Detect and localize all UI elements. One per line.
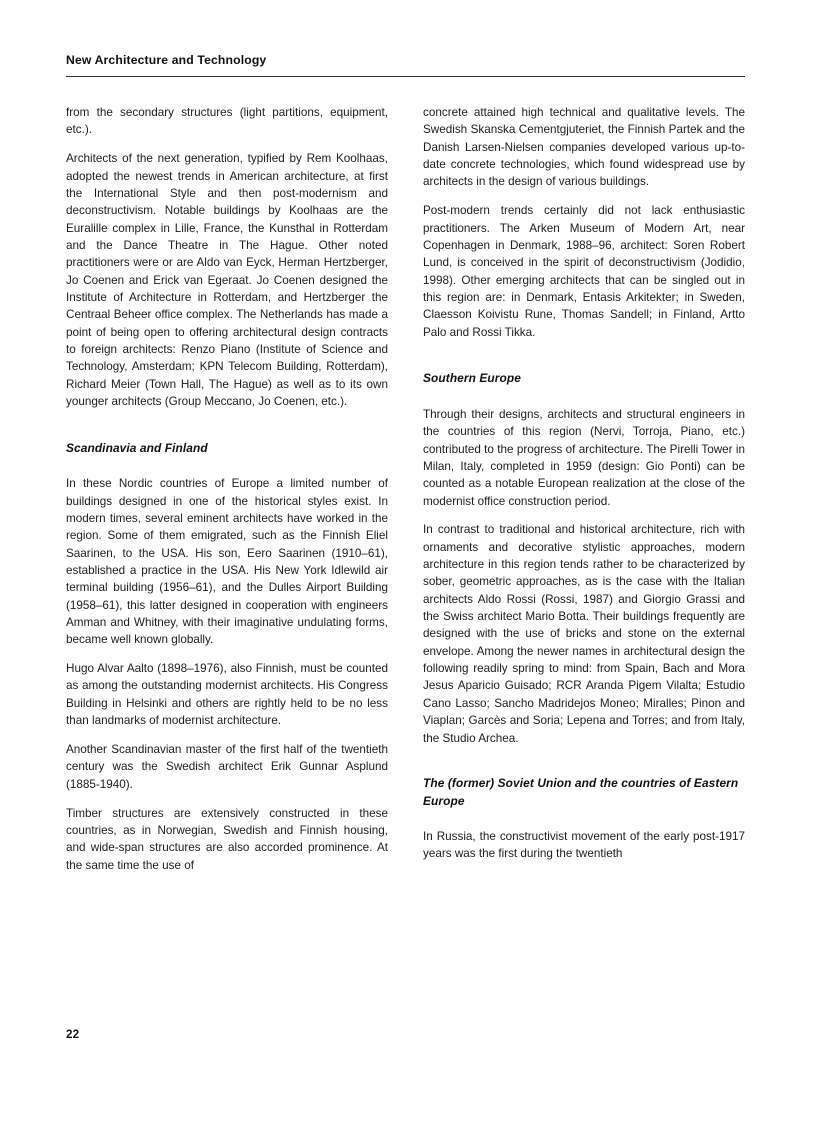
paragraph: concrete attained high technical and qualitative levels. The Swedish Skanska Cementgjuteriet, the Finnish Partek and the Danish Larsen-Nielsen companies developed various up-to-date concrete technologies, which found widespread use by architects in the design of various buildings.	[423, 106, 745, 189]
paragraph: In Russia, the constructivist movement of the early post-1917 years was the first during the twentieth	[423, 830, 745, 861]
header-rule-divider	[66, 76, 745, 77]
section-heading: Southern Europe	[423, 371, 521, 386]
paragraph: In these Nordic countries of Europe a limited number of buildings designed in one of the historical styles exist. In modern times, several eminent architects have worked in the region. Some of them emigrated, such as the Finnish Eliel Saarinen, to the USA. His son, Eero Saarinen (1910–61), established a practice in the USA. His New York Idlewild air terminal building (1956–61), and the Dulles Airport Building (1958–61), this latter designed in cooperation with engineers Amman and Whitney, with their imaginative undulating forms, became well known globally.	[66, 477, 388, 647]
paragraph: from the secondary structures (light partitions, equipment, etc.).	[66, 106, 388, 137]
paragraph: In contrast to traditional and historical architecture, rich with ornaments and decorative stylistic approaches, modern architecture in this region tends rather to be characterized by sober, geometric approaches, as is the case with the Italian architects Aldo Rossi (Rossi, 1987) and Giorgio Grassi and the Swiss architect Mario Botta. Their buildings frequently are designed with the use of bricks and stone on the external envelope. Among the newer names in architectural design the following readily spring to mind: from Spain, Bach and Mora Jesus Aparicio Guisado; RCR Aranda Pigem Vilalta; Estudio Cano Lasso; Sancho Madridejos Moneo; Miralles; Pinon and Viaplan; Garcès and Soria; Lepena and Torres; and from Italy, the Studio Archea.	[423, 523, 745, 745]
paragraph: Another Scandinavian master of the first half of the twentieth century was the Swedish architect Erik Gunnar Asplund (1885-1940).	[66, 743, 388, 791]
heading-block-scandinavia	[66, 422, 388, 475]
paragraph: Through their designs, architects and structural engineers in the countries of this region (Nervi, Torroja, Piano, etc.) contributed to the progress of architecture. The Pirelli Tower in Milan, Italy, completed in 1959 (design: Gio Ponti) can be counted as a notable European realization at the close of the modernist office construction period.	[423, 407, 745, 508]
paragraph: Architects of the next generation, typified by Rem Koolhaas, adopted the newest trends in American architecture, at first the International Style and then post-modernism and deconstructivism. Notable buildings by Koolhaas are the Euralille complex in Lille, France, the Kunsthal in Rotterdam and the Dance Theatre in The Hague. Other noted practitioners were or are Aldo van Eyck, Herman Hertzberger, Jo Coenen and Erick van Egeraat. Jo Coenen designed the Institute of Architecture in Rotterdam, and Hertzberger the Centraal Beheer office complex. The Netherlands has made a point of being open to offering architectural design contracts to foreign architects: Renzo Piano (Institute of Science and Technology, Amsterdam; KPN Telecom Building, Rotterdam), Richard Meier (Town Hall, The Hague) as well as to its own younger architects (Group Meccano, Jo Coenen, etc.).	[66, 152, 388, 408]
section-heading: Scandinavia and Finland	[66, 440, 208, 455]
page-number: 22	[66, 1028, 80, 1041]
section-heading: The (former) Soviet Union and the countries of Eastern Europe	[423, 776, 739, 808]
heading-block-soviet-union	[423, 758, 745, 828]
two-column-body	[66, 104, 745, 994]
right-column	[423, 104, 745, 994]
running-head	[66, 52, 746, 68]
left-column	[66, 104, 388, 994]
heading-block-southern-europe	[423, 352, 745, 405]
paragraph: Post-modern trends certainly did not lack enthusiastic practitioners. The Arken Museum of Modern Art, near Copenhagen in Denmark, 1988–96, architect: Soren Robert Lund, is conceived in the spirit of deconstructivism (Jodidio, 1998). Other emerging architects that can be singled out in this region are: in Denmark, Entasis Arkitekter; in Sweden, Claesson Koivistu Rune, Thomas Sandell; in Finland, Artto Palo and Rossi Tikka.	[423, 204, 745, 339]
running-head-title: New Architecture and Technology	[66, 53, 267, 67]
paragraph: Timber structures are extensively constructed in these countries, as in Norwegian, Swedish and Finnish housing, and wide-span structures are also accorded prominence. At the same time the use of	[66, 806, 388, 872]
paragraph: Hugo Alvar Aalto (1898–1976), also Finnish, must be counted as among the outstanding modernist architects. His Congress Building in Helsinki and others are rightly held to be no less than landmarks of modernist architecture.	[66, 662, 388, 728]
